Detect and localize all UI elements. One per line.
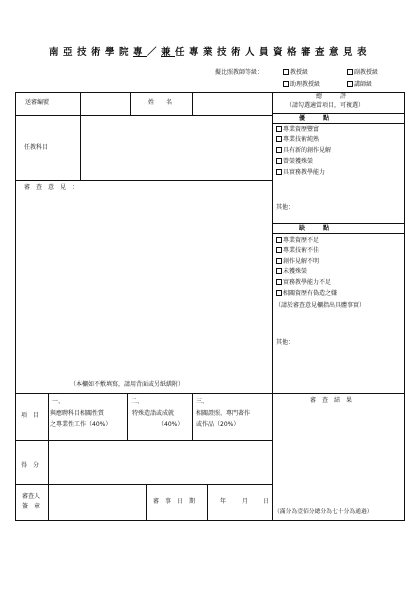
reviewer-label: 簽 章: [22, 503, 41, 510]
checkbox-icon[interactable]: [276, 268, 282, 274]
item-2-number: 二、: [131, 398, 144, 405]
strength-item[interactable]: 專業技術純熟: [276, 136, 319, 144]
item-1-text: 之專業性工作（40%）: [50, 421, 112, 428]
date-label: 審 事 日 期: [153, 498, 196, 505]
checkbox-icon[interactable]: [276, 169, 282, 175]
strengths-title: 優 點: [299, 115, 330, 122]
serial-label: 送審編號: [25, 99, 50, 106]
rank-option-professor[interactable]: 教授級: [283, 69, 308, 77]
checkbox-icon[interactable]: [276, 158, 282, 164]
item-2-text: 特殊造詣或成就: [132, 410, 175, 417]
checkbox-icon[interactable]: [276, 290, 282, 296]
checkbox-icon[interactable]: [276, 247, 282, 253]
date-day: 日: [263, 498, 270, 505]
item-3-number: 三、: [196, 398, 209, 405]
rank-option-lecturer[interactable]: 講師級: [347, 81, 372, 89]
checkbox-icon[interactable]: [283, 81, 289, 87]
checkbox-icon[interactable]: [276, 237, 282, 243]
item-1-number: 一、: [52, 398, 65, 405]
weakness-item[interactable]: 未獲殊榮: [276, 268, 307, 276]
strength-item[interactable]: 專業資歷豐富: [276, 126, 319, 134]
item-3-text: 或作品（20%）: [196, 421, 240, 428]
strength-item[interactable]: 具實務教學能力: [276, 169, 325, 177]
checkbox-icon[interactable]: [276, 258, 282, 264]
checkbox-icon[interactable]: [276, 126, 282, 132]
weakness-item[interactable]: 實務教學能力不足: [276, 279, 331, 287]
reviewer-label: 審查人: [22, 493, 41, 500]
overall-hint: （請勾選適當項目，可複選）: [286, 102, 365, 109]
opinion-note: （本欄如不敷填寫，請用背面或另紙繕附）: [70, 381, 185, 388]
item-2-text: （40%）: [158, 421, 184, 428]
opinion-label: 審 查 意 見 ：: [24, 184, 79, 191]
checkbox-icon[interactable]: [347, 81, 353, 87]
date-month: 月: [242, 498, 249, 505]
weaknesses-other: 其他：: [276, 339, 295, 346]
strength-item[interactable]: 具有新的創作見解: [276, 147, 331, 155]
subject-label: 任教科目: [24, 144, 49, 151]
item-3-text: 相關證照、專門著作: [196, 410, 251, 417]
items-label: 項 目: [21, 412, 40, 419]
weakness-item[interactable]: 專業技術不佳: [276, 247, 319, 255]
rank-option-assistant[interactable]: 助理教授級: [283, 81, 320, 89]
checkbox-icon[interactable]: [347, 69, 353, 75]
rank-label: 擬比照教師等級：: [215, 69, 264, 76]
weakness-item[interactable]: 相關資歷有偽造之嫌: [276, 290, 337, 298]
checkbox-icon[interactable]: [276, 147, 282, 153]
item-1-text: 與應聘科目相關性質: [50, 410, 105, 417]
score-label: 得 分: [21, 462, 40, 469]
weakness-item[interactable]: 專業資歷不足: [276, 237, 319, 245]
overall-label: 總 評: [316, 93, 347, 100]
strength-item[interactable]: 曾榮獲殊榮: [276, 158, 313, 166]
checkbox-icon[interactable]: [276, 279, 282, 285]
pass-note: （滿分為壹佰分總分為七十分為通過）: [274, 509, 373, 515]
rank-option-associate[interactable]: 副教授級: [347, 69, 378, 77]
strengths-other: 其他：: [276, 204, 295, 211]
checkbox-icon[interactable]: [276, 136, 282, 142]
name-label: 姓 名: [148, 99, 173, 106]
result-label: 審 查 結 果: [310, 397, 353, 404]
weakness-item[interactable]: 創作見解不明: [276, 258, 319, 266]
weaknesses-note: （請於審查意見欄指出具體事實）: [275, 302, 366, 309]
weaknesses-title: 缺 點: [299, 225, 330, 232]
date-year: 年: [220, 498, 227, 505]
form-title: 南亞技術學院專／兼任專業技術人員資格審查意見表: [48, 47, 372, 58]
checkbox-icon[interactable]: [283, 69, 289, 75]
